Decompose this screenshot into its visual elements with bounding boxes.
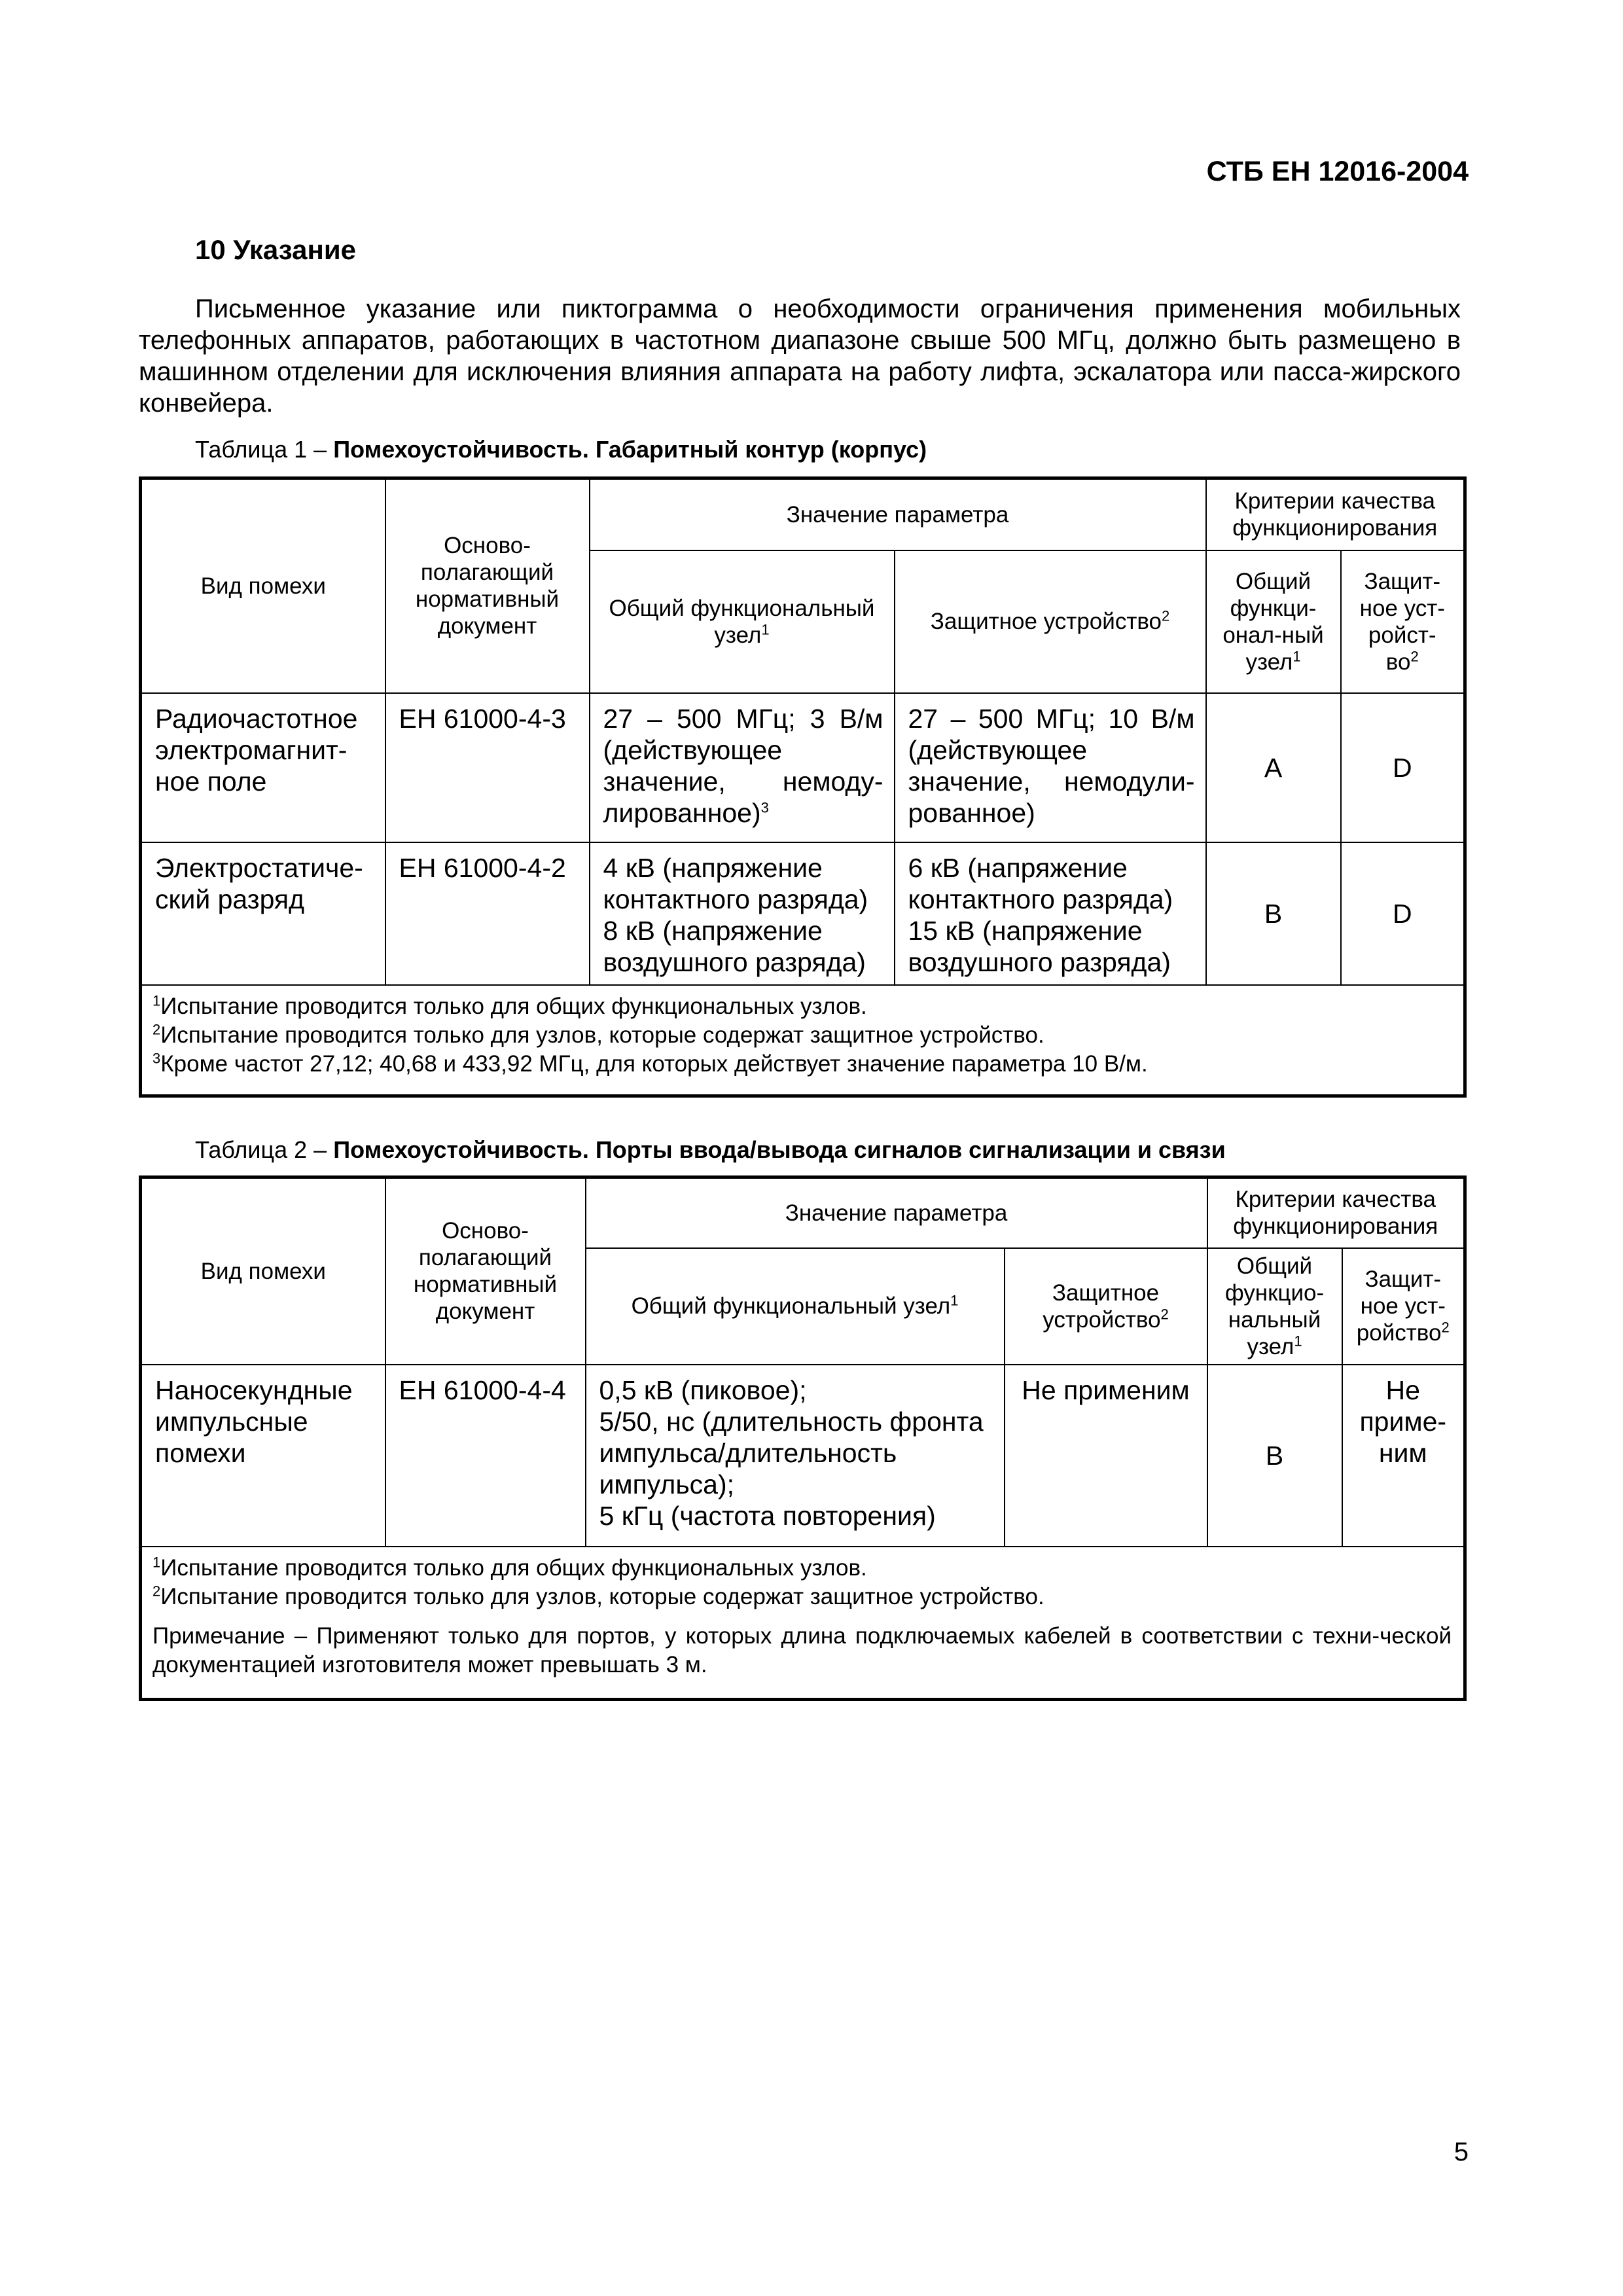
cell-disturbance: Электростатиче-ский разряд (141, 842, 385, 985)
table2-header-row-1 (141, 1177, 1465, 1248)
footnote-ref: 1 (761, 620, 770, 637)
cell-protective: Не применим (1005, 1365, 1207, 1547)
footnote-text: Испытание проводится только для узлов, которые содержат защитное устройство. (160, 1022, 1044, 1048)
footnote-ref: 1 (1294, 1332, 1302, 1349)
table2-notes (141, 1547, 1465, 1700)
table1-header-row-1 (141, 478, 1465, 550)
table2-caption-prefix: Таблица 2 – (195, 1136, 334, 1163)
table2-header-protective (1005, 1248, 1207, 1365)
table2-header-base-doc: Осново-полагающий нормативный документ (385, 1177, 586, 1365)
table1-header-protective (895, 550, 1206, 693)
footnote-ref: 2 (1410, 647, 1419, 664)
cell-crit-protective: D (1341, 842, 1465, 985)
table2-header-general-unit (586, 1248, 1005, 1365)
footnote-ref: 1 (1293, 647, 1301, 664)
table2-caption-title: Помехоустойчивость. Порты ввода/вывода сигналов сигнализации и связи (333, 1136, 1226, 1163)
cell-crit-general: В (1207, 1365, 1342, 1547)
cell-general-line: 5/50, нс (длительность фронта импульса/длительность импульса); (599, 1406, 984, 1499)
table1-notes-row (141, 985, 1465, 1096)
table1-header-crit-general-text: Общий функци-онал-ный узел (1222, 568, 1324, 675)
cell-general (590, 842, 895, 985)
table1-header-crit-protective (1341, 550, 1465, 693)
cell-general-line: 4 кВ (напряжение контактного разряда) (603, 852, 868, 914)
footnote-ref: 2 (1162, 607, 1170, 624)
table-row (141, 1365, 1465, 1547)
table2-header-disturbance: Вид помехи (141, 1177, 385, 1365)
footnote-mark: 3 (152, 1049, 161, 1066)
footnote-mark: 1 (152, 992, 161, 1009)
footnote-ref: 1 (950, 1292, 959, 1309)
table1-header-general-unit-text: Общий функциональный узел (609, 595, 875, 648)
footnote-text: Испытание проводится только для узлов, которые содержат защитное устройство. (160, 1583, 1044, 1609)
cell-standard: ЕН 61000-4-3 (385, 693, 590, 842)
cell-general-text: 27 – 500 МГц; 3 В/м (действующее значение, немоду-лированное) (603, 703, 883, 828)
table2-header-protective-text: Защитное устройство (1043, 1280, 1161, 1333)
cell-protective (895, 842, 1206, 985)
table2-header-crit-protective (1342, 1248, 1465, 1365)
footnote-text: Испытание проводится только для общих функциональных узлов. (160, 1554, 867, 1581)
table2-header-criteria: Критерии качества функционирования (1207, 1177, 1465, 1248)
cell-disturbance: Радиочастотное электромагнит-ное поле (141, 693, 385, 842)
section-paragraph: Письменное указание или пиктограмма о необходимости ограничения применения мобильных телефонных аппаратов, работающих в частотном диапазоне свыше 500 МГц, должно быть размещено в машинном отделении для исключения влияния аппарата на работу лифта, эскалатора или пасса-жирского конвейера. (139, 295, 1461, 418)
cell-crit-protective: Не приме-ним (1342, 1365, 1465, 1547)
footnote-mark: 2 (152, 1582, 161, 1599)
table-row (141, 693, 1465, 842)
table1-caption-title: Помехоустойчивость. Габаритный контур (корпус) (333, 436, 927, 463)
table1-header-crit-protective-text: Защит-ное уст-ройст-во (1359, 568, 1445, 675)
table1-header-criteria: Критерии качества функционирования (1206, 478, 1465, 550)
footnote-text: Кроме частот 27,12; 40,68 и 433,92 МГц, для которых действует значение параметра 10 В/м. (160, 1050, 1148, 1077)
cell-crit-protective: D (1341, 693, 1465, 842)
footnote-mark: 1 (152, 1553, 161, 1570)
table2-header-crit-general-text: Общий функцио-нальный узел (1224, 1253, 1325, 1359)
footnote-mark: 2 (152, 1020, 161, 1037)
footnote-text: Испытание проводится только для общих функциональных узлов. (160, 993, 867, 1019)
footnote (152, 992, 1452, 1021)
table-row (141, 842, 1465, 985)
footnote (152, 1050, 1452, 1079)
table1-caption (195, 436, 927, 463)
cell-crit-general: А (1206, 693, 1341, 842)
cell-general-line: 5 кГц (частота повторения) (599, 1500, 936, 1531)
table2-remark: Примечание – Применяют только для портов, у которых длина подключаемых кабелей в соответствии с техни-ческой документацией изготовителя может превышать 3 м. (152, 1623, 1452, 1677)
table1-header-crit-general (1206, 550, 1341, 693)
table1-header-general-unit (590, 550, 895, 693)
cell-crit-general: В (1206, 842, 1341, 985)
cell-general (590, 693, 895, 842)
cell-standard: ЕН 61000-4-2 (385, 842, 590, 985)
footnote-ref: 2 (1160, 1305, 1169, 1322)
footnote-ref: 3 (760, 798, 769, 816)
table2-notes-row (141, 1547, 1465, 1700)
table2 (139, 1175, 1467, 1701)
cell-general (586, 1365, 1005, 1547)
section-title: 10 Указание (195, 234, 357, 265)
footnote (152, 1583, 1452, 1611)
table1-header-protective-text: Защитное устройство (930, 609, 1162, 634)
document-id: СТБ ЕН 12016-2004 (1206, 156, 1469, 187)
cell-protective-line: 6 кВ (напряжение контактного разряда) (908, 852, 1173, 914)
cell-general-line: 0,5 кВ (пиковое); (599, 1374, 807, 1405)
page-number: 5 (1454, 2138, 1469, 2166)
table2-header-crit-general (1207, 1248, 1342, 1365)
cell-general-line: 8 кВ (напряжение воздушного разряда) (603, 915, 866, 977)
table2-header-crit-protective-text: Защит-ное уст-ройство (1356, 1266, 1446, 1346)
cell-protective-line: 15 кВ (напряжение воздушного разряда) (908, 915, 1171, 977)
cell-standard: ЕН 61000-4-4 (385, 1365, 586, 1547)
table1-notes (141, 985, 1465, 1096)
table2-header-general-unit-text: Общий функциональный узел (631, 1293, 951, 1319)
cell-disturbance: Наносекундные импульсные помехи (141, 1365, 385, 1547)
table1-header-param-value: Значение параметра (590, 478, 1206, 550)
table2-header-param-value: Значение параметра (586, 1177, 1207, 1248)
cell-protective: 27 – 500 МГц; 10 В/м (действующее значение, немодули-рованное) (895, 693, 1206, 842)
table1-caption-prefix: Таблица 1 – (195, 436, 334, 463)
table1-header-disturbance: Вид помехи (141, 478, 385, 693)
table2-caption (195, 1136, 1226, 1164)
table1-header-base-doc: Осново-полагающий нормативный документ (385, 478, 590, 693)
footnote-ref: 2 (1441, 1319, 1450, 1336)
footnote (152, 1021, 1452, 1050)
table1 (139, 476, 1467, 1098)
footnote (152, 1554, 1452, 1583)
